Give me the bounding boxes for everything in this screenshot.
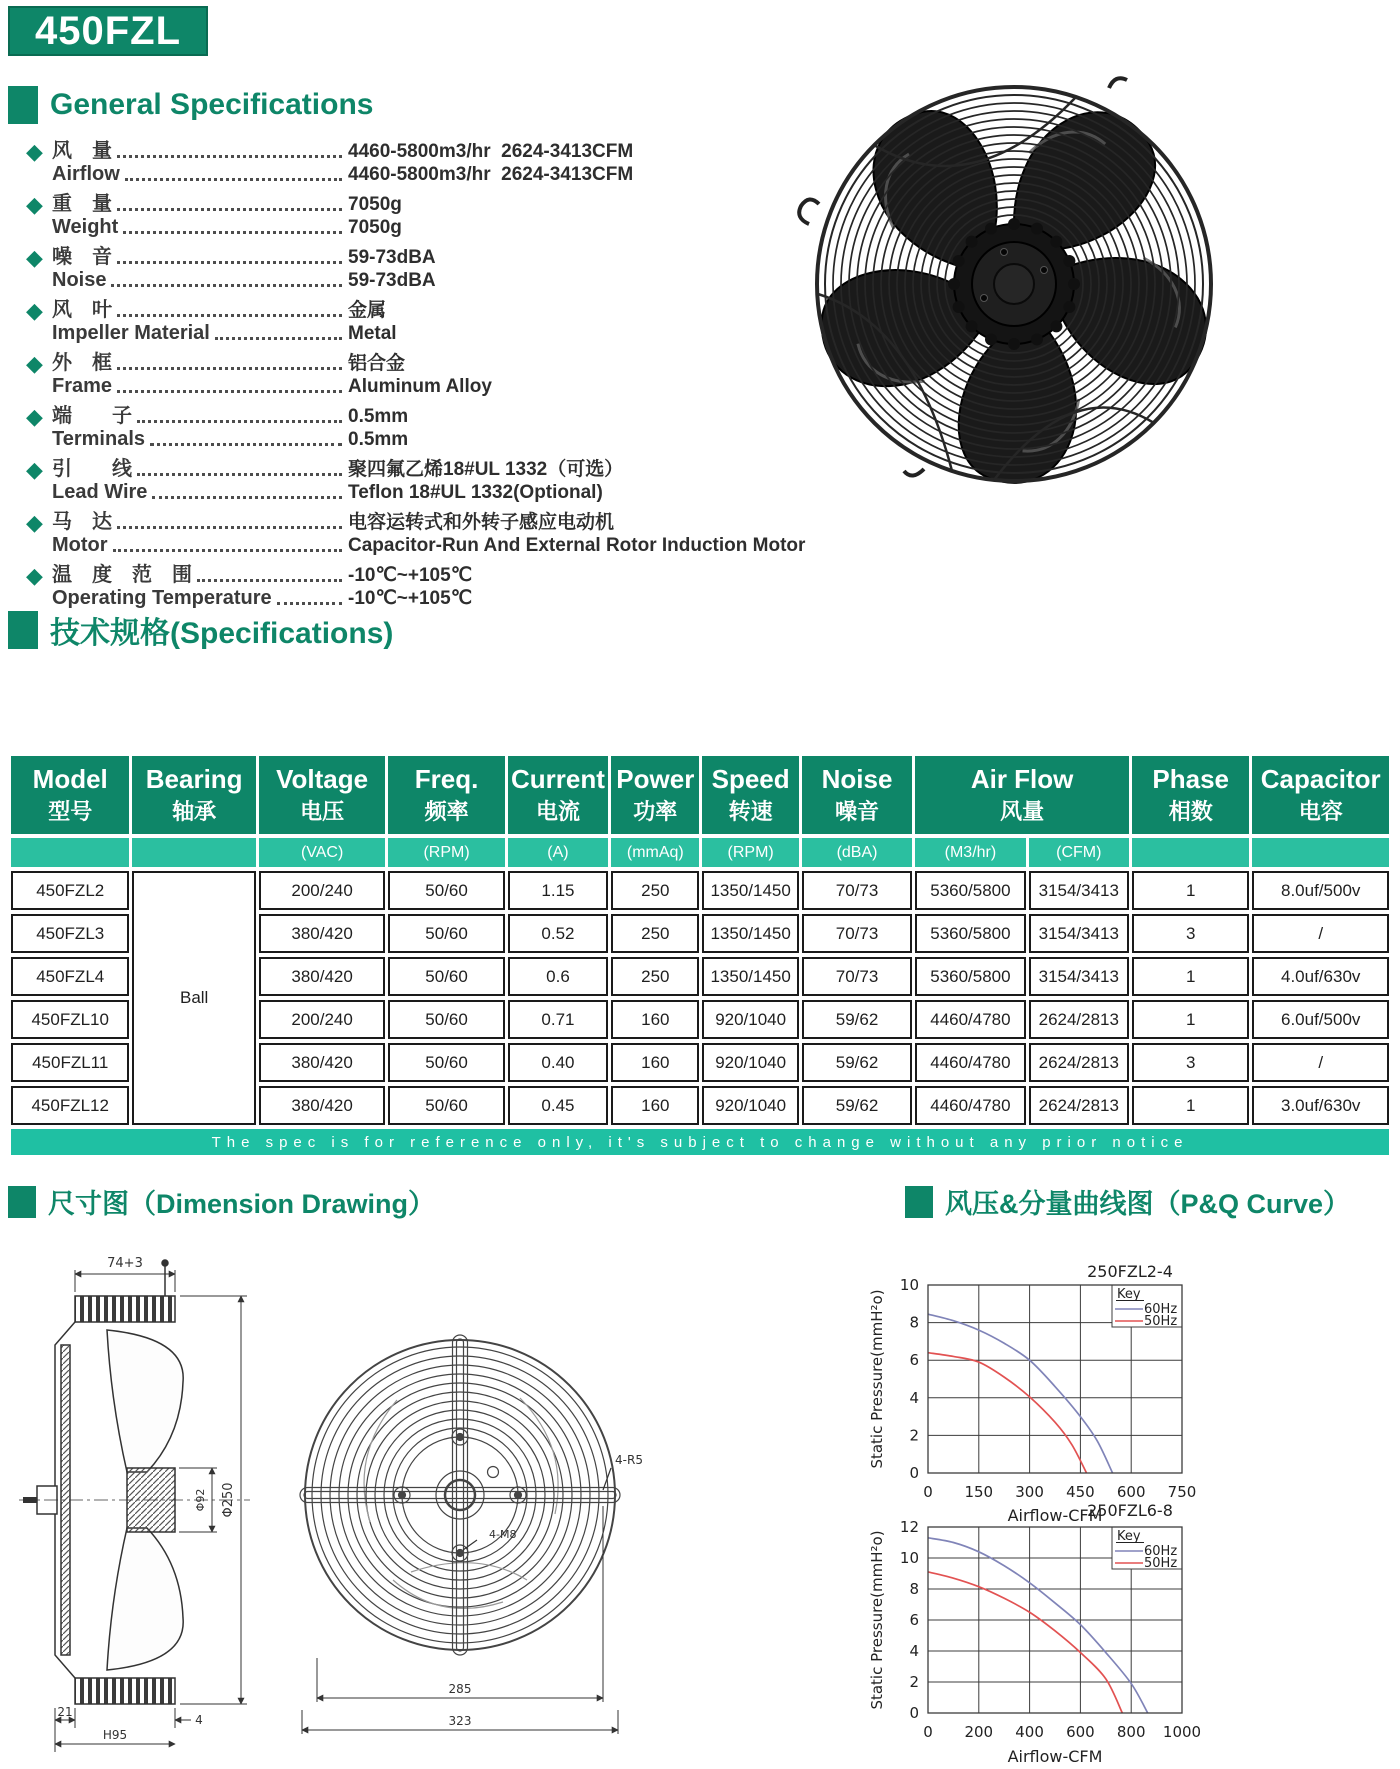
- cell-airflow-m3: 4460/4780: [915, 1086, 1025, 1125]
- diamond-bullet-icon: ◆: [26, 563, 43, 588]
- specifications-title: 技术规格(Specifications): [50, 617, 394, 650]
- svg-text:250FZL2-4: 250FZL2-4: [1087, 1262, 1173, 1281]
- unit-cell-empty: [132, 838, 255, 867]
- svg-text:8: 8: [909, 1313, 919, 1332]
- unit-airflow-m3: (M3/hr): [915, 838, 1025, 867]
- svg-text:10: 10: [899, 1549, 919, 1567]
- dim-overall: 323: [448, 1714, 472, 1728]
- cell-airflow-m3: 5360/5800: [915, 957, 1025, 996]
- spec-value-cn: 7050g: [348, 194, 402, 215]
- spec-value-en: Metal: [348, 323, 397, 344]
- cell-speed: 1350/1450: [702, 871, 798, 910]
- dim-inner-dia: Φ92: [194, 1488, 207, 1512]
- dotted-leader: [150, 443, 342, 446]
- pq-curve-title: 风压&分量曲线图（P&Q Curve）: [945, 1189, 1351, 1219]
- spec-value-en: Teflon 18#UL 1332(Optional): [348, 482, 603, 503]
- cell-current: 1.15: [508, 871, 608, 910]
- cell-model: 450FZL11: [11, 1043, 129, 1082]
- svg-text:10: 10: [899, 1276, 919, 1294]
- dim-foot-4: 4: [195, 1713, 203, 1727]
- dotted-leader: [117, 367, 342, 370]
- svg-text:2: 2: [909, 1673, 919, 1691]
- svg-text:150: 150: [964, 1483, 994, 1501]
- cell-phase: 3: [1132, 1043, 1249, 1082]
- model-badge: 450FZL: [8, 6, 208, 56]
- cell-noise: 70/73: [802, 957, 912, 996]
- svg-text:750: 750: [1167, 1483, 1197, 1501]
- col-voltage: Voltage 电压: [259, 756, 385, 834]
- svg-text:0: 0: [909, 1464, 919, 1482]
- cell-speed: 920/1040: [702, 1086, 798, 1125]
- cell-phase: 1: [1132, 1000, 1249, 1039]
- spec-item-airflow: [26, 140, 826, 186]
- dim-outer-dia: Φ250: [221, 1482, 236, 1518]
- dotted-leader: [117, 526, 342, 529]
- dotted-leader: [125, 178, 342, 181]
- svg-text:400: 400: [1015, 1723, 1044, 1741]
- spec-label-en: Impeller Material: [52, 322, 210, 344]
- dotted-leader: [277, 602, 342, 605]
- col-speed: Speed 转速: [702, 756, 798, 834]
- svg-text:0: 0: [923, 1483, 933, 1501]
- cell-airflow-m3: 5360/5800: [915, 914, 1025, 953]
- svg-text:Key: Key: [1117, 1287, 1141, 1302]
- spec-value-en: 59-73dBA: [348, 270, 436, 291]
- unit-airflow-cfm: (CFM): [1029, 838, 1129, 867]
- cell-freq: 50/60: [388, 1086, 504, 1125]
- cell-model: 450FZL12: [11, 1086, 129, 1125]
- cell-airflow-cfm: 2624/2813: [1029, 1043, 1129, 1082]
- spec-label-en: Weight: [52, 216, 119, 238]
- cell-airflow-m3: 5360/5800: [915, 871, 1025, 910]
- spec-label-en: Terminals: [52, 428, 145, 450]
- diamond-bullet-icon: ◆: [26, 192, 43, 217]
- cell-phase: 1: [1132, 1086, 1249, 1125]
- cell-speed: 1350/1450: [702, 957, 798, 996]
- svg-text:6: 6: [909, 1351, 919, 1370]
- cell-current: 0.45: [508, 1086, 608, 1125]
- cell-power: 250: [611, 871, 699, 910]
- cell-phase: 3: [1132, 914, 1249, 953]
- spec-label-en: Motor: [52, 534, 108, 556]
- green-square-bullet: [8, 611, 38, 649]
- spec-item-frame: [26, 352, 826, 398]
- diamond-bullet-icon: ◆: [26, 298, 43, 323]
- cell-phase: 1: [1132, 957, 1249, 996]
- spec-value-en: Capacitor-Run And External Rotor Induction Motor: [348, 535, 806, 556]
- fan-hub: [948, 218, 1080, 350]
- cell-noise: 70/73: [802, 914, 912, 953]
- col-noise: Noise 噪音: [802, 756, 912, 834]
- cell-current: 0.6: [508, 957, 608, 996]
- svg-text:50Hz: 50Hz: [1144, 1556, 1178, 1571]
- cell-voltage: 200/240: [259, 871, 385, 910]
- spec-item-terminals: [26, 405, 826, 451]
- spec-item-motor: [26, 511, 826, 557]
- general-specs-list: [26, 140, 826, 617]
- spec-item-impeller: [26, 299, 826, 345]
- dotted-leader: [117, 390, 342, 393]
- spec-value-cn: -10℃~+105℃: [348, 565, 473, 586]
- svg-text:800: 800: [1116, 1723, 1146, 1741]
- col-power: Power 功率: [611, 756, 699, 834]
- fan-product-photo: [772, 70, 1242, 505]
- front-view-dimensions: [302, 1506, 618, 1734]
- cell-bearing: Ball: [132, 871, 255, 1125]
- cell-freq: 50/60: [388, 1000, 504, 1039]
- dotted-leader: [152, 496, 342, 499]
- col-airflow: Air Flow 风量: [915, 756, 1129, 834]
- dotted-leader: [123, 231, 342, 234]
- cell-model: 450FZL2: [11, 871, 129, 910]
- spec-item-leadwire: [26, 458, 826, 504]
- spec-value-cn: 4460-5800m3/hr 2624-3413CFM: [348, 141, 634, 162]
- diamond-bullet-icon: ◆: [26, 510, 43, 535]
- cell-voltage: 380/420: [259, 914, 385, 953]
- table-units-row: [11, 838, 1389, 867]
- dotted-leader: [113, 549, 342, 552]
- spec-value-cn: 铝合金: [348, 353, 406, 374]
- pq-curve-heading: [905, 1182, 1350, 1221]
- svg-text:8: 8: [909, 1580, 919, 1598]
- spec-value-cn: 聚四氟乙烯18#UL 1332（可选）: [348, 459, 624, 480]
- note-corner-radius: 4-R5: [615, 1453, 643, 1467]
- cell-capacitor: 6.0uf/500v: [1252, 1000, 1389, 1039]
- spec-table: [8, 752, 1392, 1159]
- dotted-leader: [137, 473, 342, 476]
- dimension-heading: [8, 1182, 435, 1221]
- green-square-bullet: [8, 1186, 36, 1218]
- cell-capacitor: /: [1252, 1043, 1389, 1082]
- svg-text:Key: Key: [1117, 1529, 1141, 1544]
- cell-model: 450FZL3: [11, 914, 129, 953]
- diamond-bullet-icon: ◆: [26, 457, 43, 482]
- cell-capacitor: 4.0uf/630v: [1252, 957, 1389, 996]
- spec-label-en: Frame: [52, 375, 113, 397]
- col-current: Current 电流: [508, 756, 608, 834]
- unit-noise: (dBA): [802, 838, 912, 867]
- dotted-leader: [117, 155, 342, 158]
- cell-airflow-cfm: 3154/3413: [1029, 957, 1129, 996]
- cell-phase: 1: [1132, 871, 1249, 910]
- dotted-leader: [215, 337, 342, 340]
- unit-cell-empty: [1252, 838, 1389, 867]
- cell-freq: 50/60: [388, 914, 504, 953]
- front-view: [300, 1335, 620, 1655]
- front-view-labels: [449, 1453, 643, 1728]
- unit-power: (mmAq): [611, 838, 699, 867]
- green-square-bullet: [8, 86, 38, 124]
- cell-power: 250: [611, 957, 699, 996]
- svg-text:600: 600: [1066, 1723, 1095, 1741]
- svg-text:12: 12: [899, 1518, 919, 1536]
- spec-value-cn: 电容运转式和外转子感应电动机: [348, 512, 615, 533]
- dotted-leader: [137, 420, 342, 423]
- cell-capacitor: /: [1252, 914, 1389, 953]
- spec-value-cn: 金属: [348, 300, 387, 321]
- dotted-leader: [117, 208, 342, 211]
- cell-noise: 59/62: [802, 1000, 912, 1039]
- spec-value-cn: 59-73dBA: [348, 247, 436, 268]
- col-model: Model 型号: [11, 756, 129, 834]
- unit-cell-empty: [11, 838, 129, 867]
- svg-text:6: 6: [909, 1611, 919, 1629]
- cell-airflow-cfm: 3154/3413: [1029, 914, 1129, 953]
- cell-voltage: 380/420: [259, 1086, 385, 1125]
- svg-text:0: 0: [923, 1723, 933, 1741]
- cell-voltage: 200/240: [259, 1000, 385, 1039]
- pq-chart-250fzl6-8: [845, 1496, 1245, 1768]
- cell-model: 450FZL4: [11, 957, 129, 996]
- unit-speed: (RPM): [702, 838, 798, 867]
- cell-model: 450FZL10: [11, 1000, 129, 1039]
- dotted-leader: [111, 284, 342, 287]
- table-footnote-row: [11, 1129, 1389, 1155]
- svg-text:Static Pressure(mmH²o): Static Pressure(mmH²o): [868, 1530, 886, 1710]
- svg-text:450: 450: [1066, 1483, 1095, 1501]
- specifications-heading: [8, 608, 393, 652]
- cell-noise: 59/62: [802, 1086, 912, 1125]
- cell-capacitor: 3.0uf/630v: [1252, 1086, 1389, 1125]
- dotted-leader: [117, 261, 342, 264]
- spec-item-temperature: [26, 564, 826, 610]
- svg-text:50Hz: 50Hz: [1144, 1314, 1178, 1329]
- spec-value-cn: 0.5mm: [348, 406, 409, 427]
- cell-power: 160: [611, 1043, 699, 1082]
- cell-airflow-m3: 4460/4780: [915, 1043, 1025, 1082]
- svg-text:4: 4: [909, 1388, 919, 1407]
- svg-text:1000: 1000: [1162, 1723, 1202, 1741]
- spec-label-cn: 重 量: [52, 193, 112, 215]
- cell-noise: 70/73: [802, 871, 912, 910]
- spec-label-cn: 马 达: [52, 511, 112, 533]
- spec-label-cn: 外 框: [52, 352, 112, 374]
- svg-text:600: 600: [1116, 1483, 1146, 1501]
- cell-current: 0.71: [508, 1000, 608, 1039]
- spec-label-cn: 引 线: [52, 458, 132, 480]
- spec-label-en: Noise: [52, 269, 107, 291]
- cell-current: 0.52: [508, 914, 608, 953]
- svg-text:2: 2: [909, 1426, 919, 1445]
- spec-item-noise: [26, 246, 826, 292]
- spec-label-en: Airflow: [52, 163, 120, 185]
- cell-speed: 920/1040: [702, 1000, 798, 1039]
- dim-foot-21: 21: [57, 1705, 73, 1719]
- cell-noise: 59/62: [802, 1043, 912, 1082]
- dimension-drawing: [15, 1250, 675, 1765]
- dotted-leader: [197, 579, 342, 582]
- spec-value-en: Aluminum Alloy: [348, 376, 492, 397]
- cell-airflow-m3: 4460/4780: [915, 1000, 1025, 1039]
- diamond-bullet-icon: ◆: [26, 139, 43, 164]
- cell-power: 160: [611, 1086, 699, 1125]
- svg-text:Airflow-CFM: Airflow-CFM: [1007, 1506, 1103, 1525]
- table-header-row: [11, 756, 1389, 834]
- cell-speed: 1350/1450: [702, 914, 798, 953]
- col-phase: Phase 相数: [1132, 756, 1249, 834]
- spec-item-weight: [26, 193, 826, 239]
- cell-power: 160: [611, 1000, 699, 1039]
- cell-capacitor: 8.0uf/500v: [1252, 871, 1389, 910]
- cell-airflow-cfm: 3154/3413: [1029, 871, 1129, 910]
- diamond-bullet-icon: ◆: [26, 351, 43, 376]
- unit-voltage: (VAC): [259, 838, 385, 867]
- svg-text:Static Pressure(mmH²o): Static Pressure(mmH²o): [868, 1289, 886, 1469]
- general-specifications-heading: [8, 86, 373, 124]
- spec-value-en: -10℃~+105℃: [348, 588, 473, 609]
- cell-speed: 920/1040: [702, 1043, 798, 1082]
- cell-power: 250: [611, 914, 699, 953]
- cell-airflow-cfm: 2624/2813: [1029, 1000, 1129, 1039]
- col-capacitor: Capacitor 电容: [1252, 756, 1389, 834]
- svg-text:60Hz: 60Hz: [1144, 1302, 1178, 1317]
- spec-value-en: 7050g: [348, 217, 402, 238]
- svg-text:250FZL6-8: 250FZL6-8: [1087, 1501, 1173, 1520]
- cell-voltage: 380/420: [259, 1043, 385, 1082]
- spec-label-en: Operating Temperature: [52, 587, 272, 609]
- cell-current: 0.40: [508, 1043, 608, 1082]
- svg-text:Airflow-CFM: Airflow-CFM: [1007, 1747, 1103, 1766]
- spec-label-cn: 噪 音: [52, 246, 112, 268]
- table-footnote: The spec is for reference only, it's subject to change without any prior notice: [11, 1129, 1389, 1155]
- svg-text:0: 0: [909, 1704, 919, 1722]
- svg-text:4: 4: [909, 1642, 919, 1660]
- spec-label-cn: 温 度 范 围: [52, 564, 192, 586]
- svg-text:60Hz: 60Hz: [1144, 1544, 1178, 1559]
- dim-pitch: 285: [448, 1682, 472, 1696]
- col-bearing: Bearing 轴承: [132, 756, 255, 834]
- spec-label-cn: 风 叶: [52, 299, 112, 321]
- green-square-bullet: [905, 1186, 933, 1218]
- diamond-bullet-icon: ◆: [26, 404, 43, 429]
- cell-freq: 50/60: [388, 957, 504, 996]
- diamond-bullet-icon: ◆: [26, 245, 43, 270]
- svg-text:300: 300: [1015, 1483, 1044, 1501]
- dim-h95: H95: [102, 1728, 128, 1742]
- side-view: [19, 1260, 250, 1704]
- unit-cell-empty: [1132, 838, 1249, 867]
- spec-label-cn: 端 子: [52, 405, 132, 427]
- cell-freq: 50/60: [388, 871, 504, 910]
- table-row: [11, 871, 1389, 910]
- col-freq: Freq. 频率: [388, 756, 504, 834]
- spec-value-en: 4460-5800m3/hr 2624-3413CFM: [348, 164, 634, 185]
- unit-current: (A): [508, 838, 608, 867]
- spec-label-cn: 风 量: [52, 140, 112, 162]
- dotted-leader: [117, 314, 342, 317]
- spec-table-container: [8, 752, 1392, 1159]
- cell-freq: 50/60: [388, 1043, 504, 1082]
- spec-value-en: 0.5mm: [348, 429, 409, 450]
- svg-text:200: 200: [964, 1723, 994, 1741]
- dim-top-width: 74+3: [107, 1256, 143, 1271]
- note-mount-holes: 4-M8: [489, 1528, 517, 1541]
- general-specifications-title: General Specifications: [50, 88, 374, 121]
- dimension-title: 尺寸图（Dimension Drawing）: [48, 1189, 436, 1219]
- cell-voltage: 380/420: [259, 957, 385, 996]
- unit-freq: (RPM): [388, 838, 504, 867]
- spec-label-en: Lead Wire: [52, 481, 148, 503]
- cell-airflow-cfm: 2624/2813: [1029, 1086, 1129, 1125]
